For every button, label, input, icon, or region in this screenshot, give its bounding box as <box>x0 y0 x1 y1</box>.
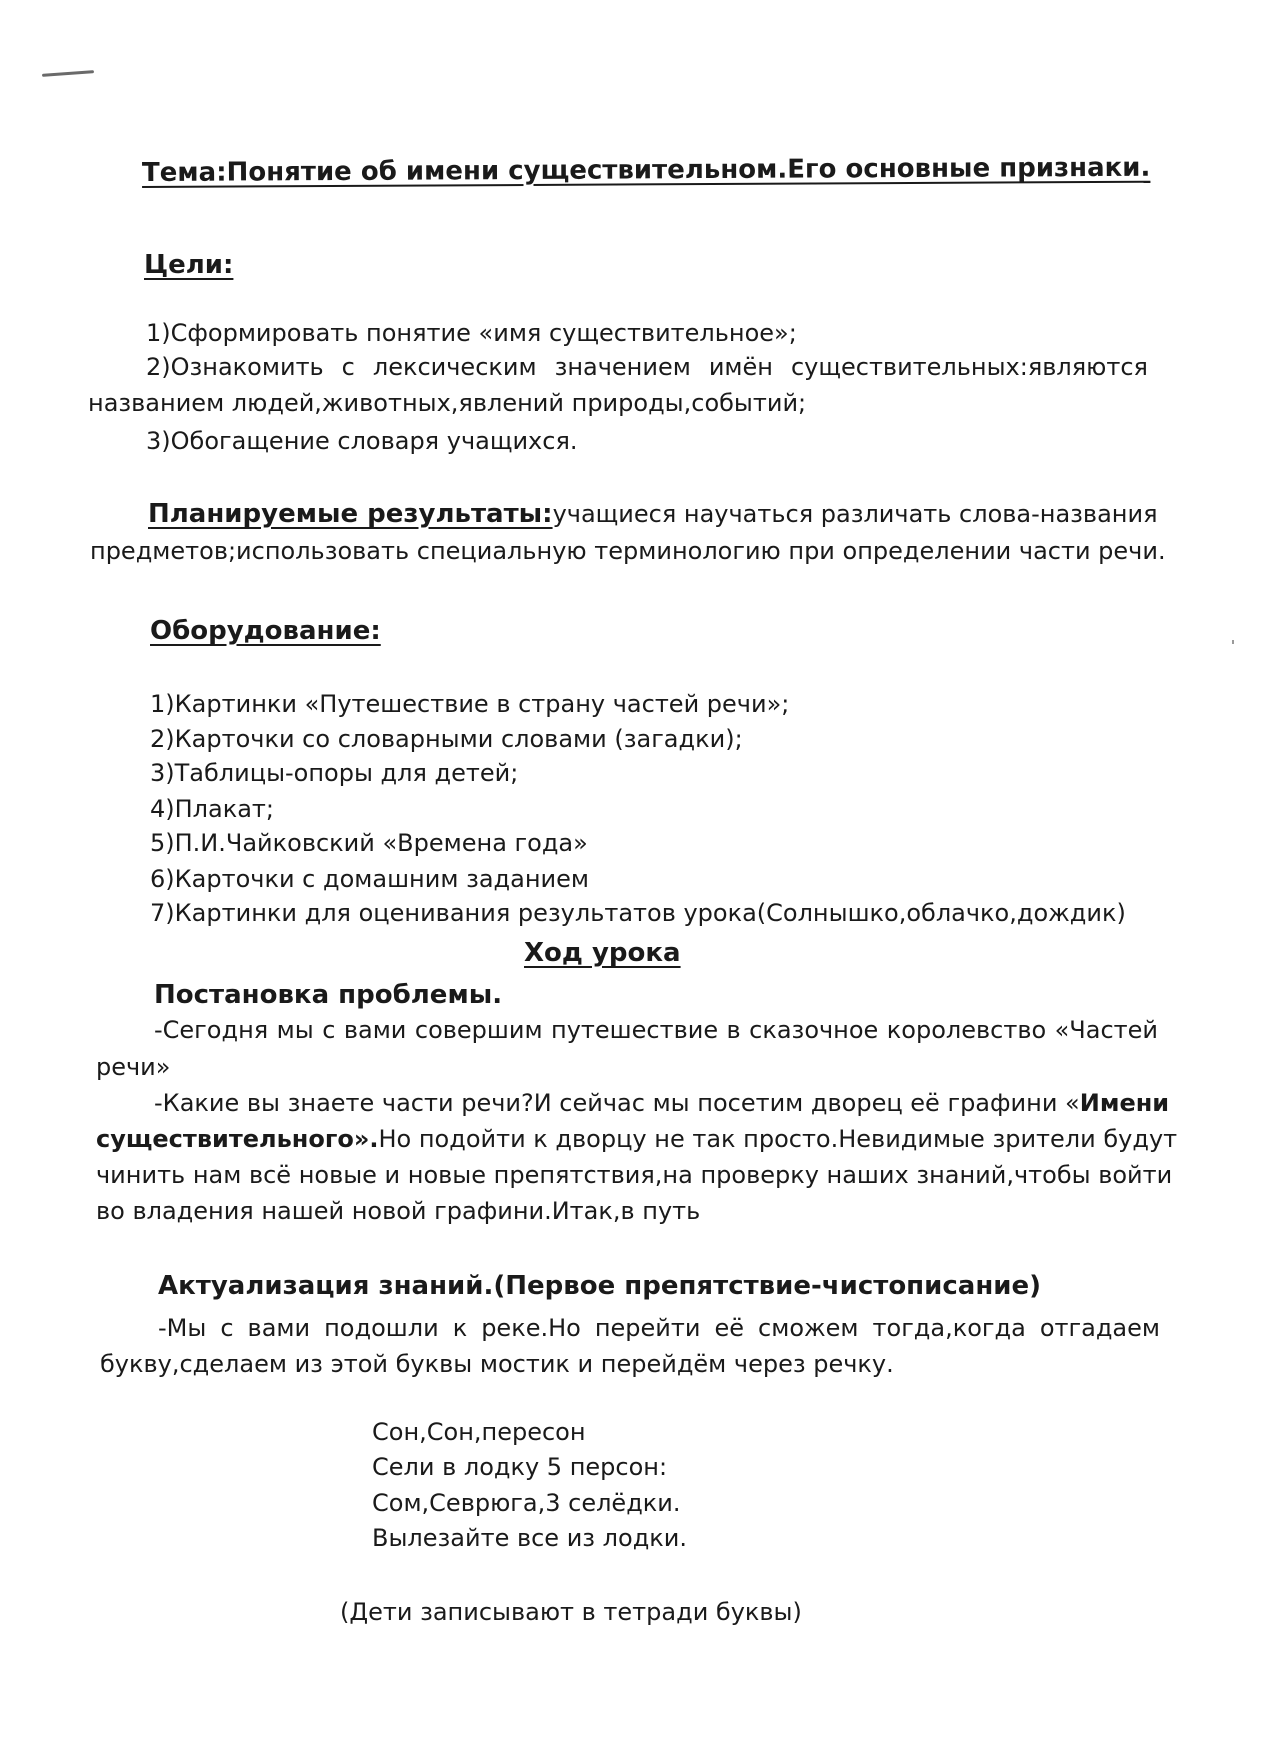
equipment-item-4: 4)Плакат; <box>150 795 274 823</box>
problem-heading: Постановка проблемы. <box>154 980 503 1010</box>
goal-item-1: 1)Сформировать понятие «имя существительное»; <box>146 319 797 347</box>
goals-heading: Цели: <box>144 250 234 280</box>
goal-item-2-continued: названием людей,животных,явлений природы,событий; <box>88 389 807 417</box>
poem-line-4: Вылезайте все из лодки. <box>372 1524 688 1552</box>
problem-paragraph-1-line-1: -Сегодня мы с вами совершим путешествие в сказочное королевство «Частей <box>154 1016 1158 1044</box>
equipment-item-7: 7)Картинки для оценивания результатов урока(Солнышко,облачко,дождик) <box>150 899 1126 927</box>
equipment-item-5: 5)П.И.Чайковский «Времена года» <box>150 829 588 857</box>
poem-line-2: Сели в лодку 5 персон: <box>372 1453 668 1481</box>
problem-paragraph-1-line-2: речи» <box>96 1053 171 1081</box>
actualization-heading: Актуализация знаний.(Первое препятствие-чистописание) <box>158 1271 1042 1301</box>
results-line-2: предметов;использовать специальную терминологию при определении части речи. <box>90 537 1166 565</box>
problem-paragraph-2-line-1 <box>154 1088 1170 1118</box>
goal-item-2: 2)Ознакомить с лексическим значением имён существительных:являются <box>146 353 1148 381</box>
scan-artifact-speck <box>1232 640 1234 644</box>
results-label: Планируемые результаты: <box>148 499 553 529</box>
problem-paragraph-2-line-3: чинить нам всё новые и новые препятствия,на проверку наших знаний,чтобы войти <box>96 1161 1173 1189</box>
document-title: Тема:Понятие об имени существительном.Его основные признаки. <box>141 152 1151 188</box>
scan-artifact-mark <box>42 70 94 77</box>
equipment-item-6: 6)Карточки с домашним заданием <box>150 865 590 893</box>
results-text-1: учащиеся научаться различать слова-названия <box>552 500 1158 528</box>
poem-line-1: Сон,Сон,пересон <box>372 1418 586 1446</box>
lesson-heading: Ход урока <box>524 938 681 968</box>
problem-paragraph-2-line-4: во владения нашей новой графини.Итак,в путь <box>96 1197 701 1225</box>
problem-paragraph-2-bold: Имени <box>1079 1089 1170 1117</box>
problem-paragraph-2-line-2 <box>96 1124 1178 1154</box>
problem-paragraph-2-text: -Какие вы знаете части речи?И сейчас мы посетим дворец её графини « <box>154 1089 1080 1117</box>
equipment-item-2: 2)Карточки со словарными словами (загадки); <box>150 725 743 753</box>
equipment-heading: Оборудование: <box>150 616 381 646</box>
goal-item-3: 3)Обогащение словаря учащихся. <box>146 427 578 455</box>
equipment-item-1: 1)Картинки «Путешествие в страну частей речи»; <box>150 690 790 718</box>
problem-paragraph-2-rest: Но подойти к дворцу не так просто.Невидимые зрители будут <box>378 1125 1178 1153</box>
actualization-line-2: букву,сделаем из этой буквы мостик и перейдём через речку. <box>100 1350 894 1378</box>
poem-line-3: Сом,Севрюга,3 селёдки. <box>372 1489 681 1517</box>
children-note: (Дети записывают в тетради буквы) <box>340 1598 802 1626</box>
actualization-line-1: -Мы с вами подошли к реке.Но перейти её сможем тогда,когда отгадаем <box>158 1314 1160 1342</box>
equipment-item-3: 3)Таблицы-опоры для детей; <box>150 759 519 787</box>
results-line-1 <box>148 499 1158 529</box>
problem-paragraph-2-bold-2: существительного». <box>96 1125 379 1153</box>
